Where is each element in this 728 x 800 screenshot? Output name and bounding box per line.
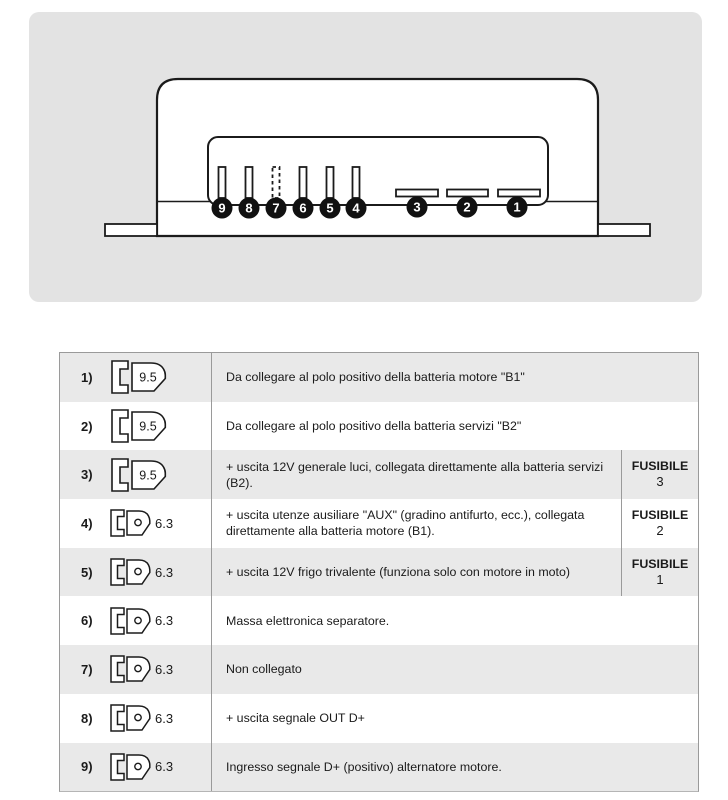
terminal-icon-wrap: [108, 407, 168, 445]
fuse-number: 3: [656, 474, 664, 490]
terminal-8-marker-number: 8: [245, 200, 253, 216]
blade-terminal-icon: [300, 167, 307, 198]
terminal-id-cell: [60, 596, 212, 645]
terminal-number: 3): [81, 467, 93, 483]
spade-terminal-6.3-icon: [108, 702, 153, 734]
terminal-description: + uscita utenze ausiliare "AUX" (gradino antifurto, ecc.), collegata direttamente alla batteria motore (B1).: [226, 508, 585, 539]
terminal-1-marker-number: 1: [513, 199, 521, 215]
terminal-number: 6): [81, 613, 93, 629]
terminal-size-label: 6.3: [155, 613, 174, 629]
spade-terminal-9.5-icon: [108, 407, 168, 445]
terminal-icon-wrap: [108, 358, 168, 396]
terminal-icon-wrap: [108, 456, 168, 494]
terminal-2-marker: [457, 197, 478, 218]
terminal-number: 7): [81, 661, 93, 677]
terminal-description: Da collegare al polo positivo della batteria servizi "B2": [226, 419, 522, 434]
terminal-size-label: 6.3: [155, 710, 174, 726]
blade-terminal-icon: [353, 167, 360, 198]
table-row: [60, 353, 698, 402]
spade-terminal-9.5-icon: [108, 358, 168, 396]
connector-panel: [208, 137, 548, 205]
mounting-flange-left: [105, 224, 157, 236]
terminal-4-marker-number: 4: [352, 200, 360, 216]
terminal-9-marker: [212, 198, 233, 219]
device-diagram: [0, 0, 728, 320]
flat-terminal-icon: [447, 190, 488, 197]
terminal-icon-wrap: [108, 702, 173, 734]
terminal-3-marker: [407, 197, 428, 218]
terminal-id-cell: [60, 645, 212, 694]
terminal-id-cell: [60, 402, 212, 451]
blade-terminal-icon: [219, 167, 226, 198]
table-row: [60, 450, 698, 499]
terminal-number: 9): [81, 759, 93, 775]
terminal-description: Non collegato: [226, 662, 302, 677]
terminal-6-marker-number: 6: [299, 200, 307, 216]
spade-terminal-6.3-icon: [108, 507, 153, 539]
terminal-description: Massa elettronica separatore.: [226, 613, 390, 628]
terminal-size-label: 9.5: [139, 419, 157, 434]
fuse-cell: [621, 548, 698, 597]
terminal-id-cell: [60, 450, 212, 499]
terminal-id-cell: [60, 694, 212, 743]
fuse-cell: [621, 450, 698, 499]
terminal-icon-wrap: [108, 751, 173, 783]
terminal-1-marker: [507, 197, 528, 218]
flat-terminal-icon: [396, 190, 438, 197]
terminal-2-marker-number: 2: [463, 199, 471, 215]
terminal-description: + uscita 12V frigo trivalente (funziona solo con motore in moto): [226, 565, 571, 580]
fuse-number: 2: [656, 522, 664, 538]
table-row: [60, 548, 698, 597]
terminal-id-cell: [60, 548, 212, 597]
terminal-id-cell: [60, 353, 212, 402]
terminal-size-label: 6.3: [155, 564, 174, 580]
spade-terminal-6.3-icon: [108, 556, 153, 588]
terminal-number: 8): [81, 710, 93, 726]
terminal-4-marker: [346, 198, 367, 219]
spade-terminal-9.5-icon: [108, 456, 168, 494]
terminal-size-label: 6.3: [155, 661, 174, 677]
terminal-id-cell: [60, 499, 212, 548]
blade-terminal-icon: [327, 167, 334, 198]
terminal-size-label: 6.3: [155, 515, 174, 531]
terminal-7-marker-number: 7: [272, 200, 280, 216]
terminal-6-marker: [293, 198, 314, 219]
flat-terminal-icon: [498, 190, 540, 197]
terminal-number: 1): [81, 369, 93, 385]
spade-terminal-6.3-icon: [108, 605, 153, 637]
table-row: [60, 402, 698, 451]
fuse-label: FUSIBILE: [631, 507, 689, 522]
terminal-icon-wrap: [108, 507, 173, 539]
terminal-table: [59, 352, 699, 792]
terminal-7-marker: [266, 198, 287, 219]
terminal-description: Da collegare al polo positivo della batteria motore "B1": [226, 370, 525, 385]
fuse-cell: [621, 499, 698, 548]
table-row: [60, 499, 698, 548]
terminal-icon-wrap: [108, 556, 173, 588]
mounting-flange-right: [598, 224, 650, 236]
terminal-id-cell: [60, 743, 212, 792]
fuse-number: 1: [656, 571, 664, 587]
terminal-5-marker-number: 5: [326, 200, 334, 216]
terminal-size-label: 9.5: [139, 468, 157, 483]
terminal-description: + uscita 12V generale luci, collegata direttamente alla batteria servizi (B2).: [226, 459, 604, 490]
terminal-description: Ingresso segnale D+ (positivo) alternatore motore.: [226, 759, 502, 774]
terminal-icon-wrap: [108, 605, 173, 637]
terminal-9-marker-number: 9: [218, 200, 226, 216]
table-row: [60, 596, 698, 645]
table-row: [60, 694, 698, 743]
spade-terminal-6.3-icon: [108, 751, 153, 783]
terminal-number: 2): [81, 418, 93, 434]
terminal-5-marker: [320, 198, 341, 219]
table-row: [60, 645, 698, 694]
blade-terminal-icon: [246, 167, 253, 198]
terminal-size-label: 6.3: [155, 759, 174, 775]
spade-terminal-6.3-icon: [108, 653, 153, 685]
blade-terminal-icon: [273, 167, 280, 198]
table-row: [60, 743, 698, 792]
terminal-3-marker-number: 3: [413, 199, 421, 215]
terminal-icon-wrap: [108, 653, 173, 685]
fuse-label: FUSIBILE: [631, 459, 689, 474]
terminal-8-marker: [239, 198, 260, 219]
terminal-description: + uscita segnale OUT D+: [226, 711, 365, 726]
terminal-size-label: 9.5: [139, 370, 157, 385]
terminal-number: 5): [81, 564, 93, 580]
terminal-number: 4): [81, 515, 93, 531]
flat-terminals: [396, 190, 540, 197]
fuse-label: FUSIBILE: [631, 556, 689, 571]
